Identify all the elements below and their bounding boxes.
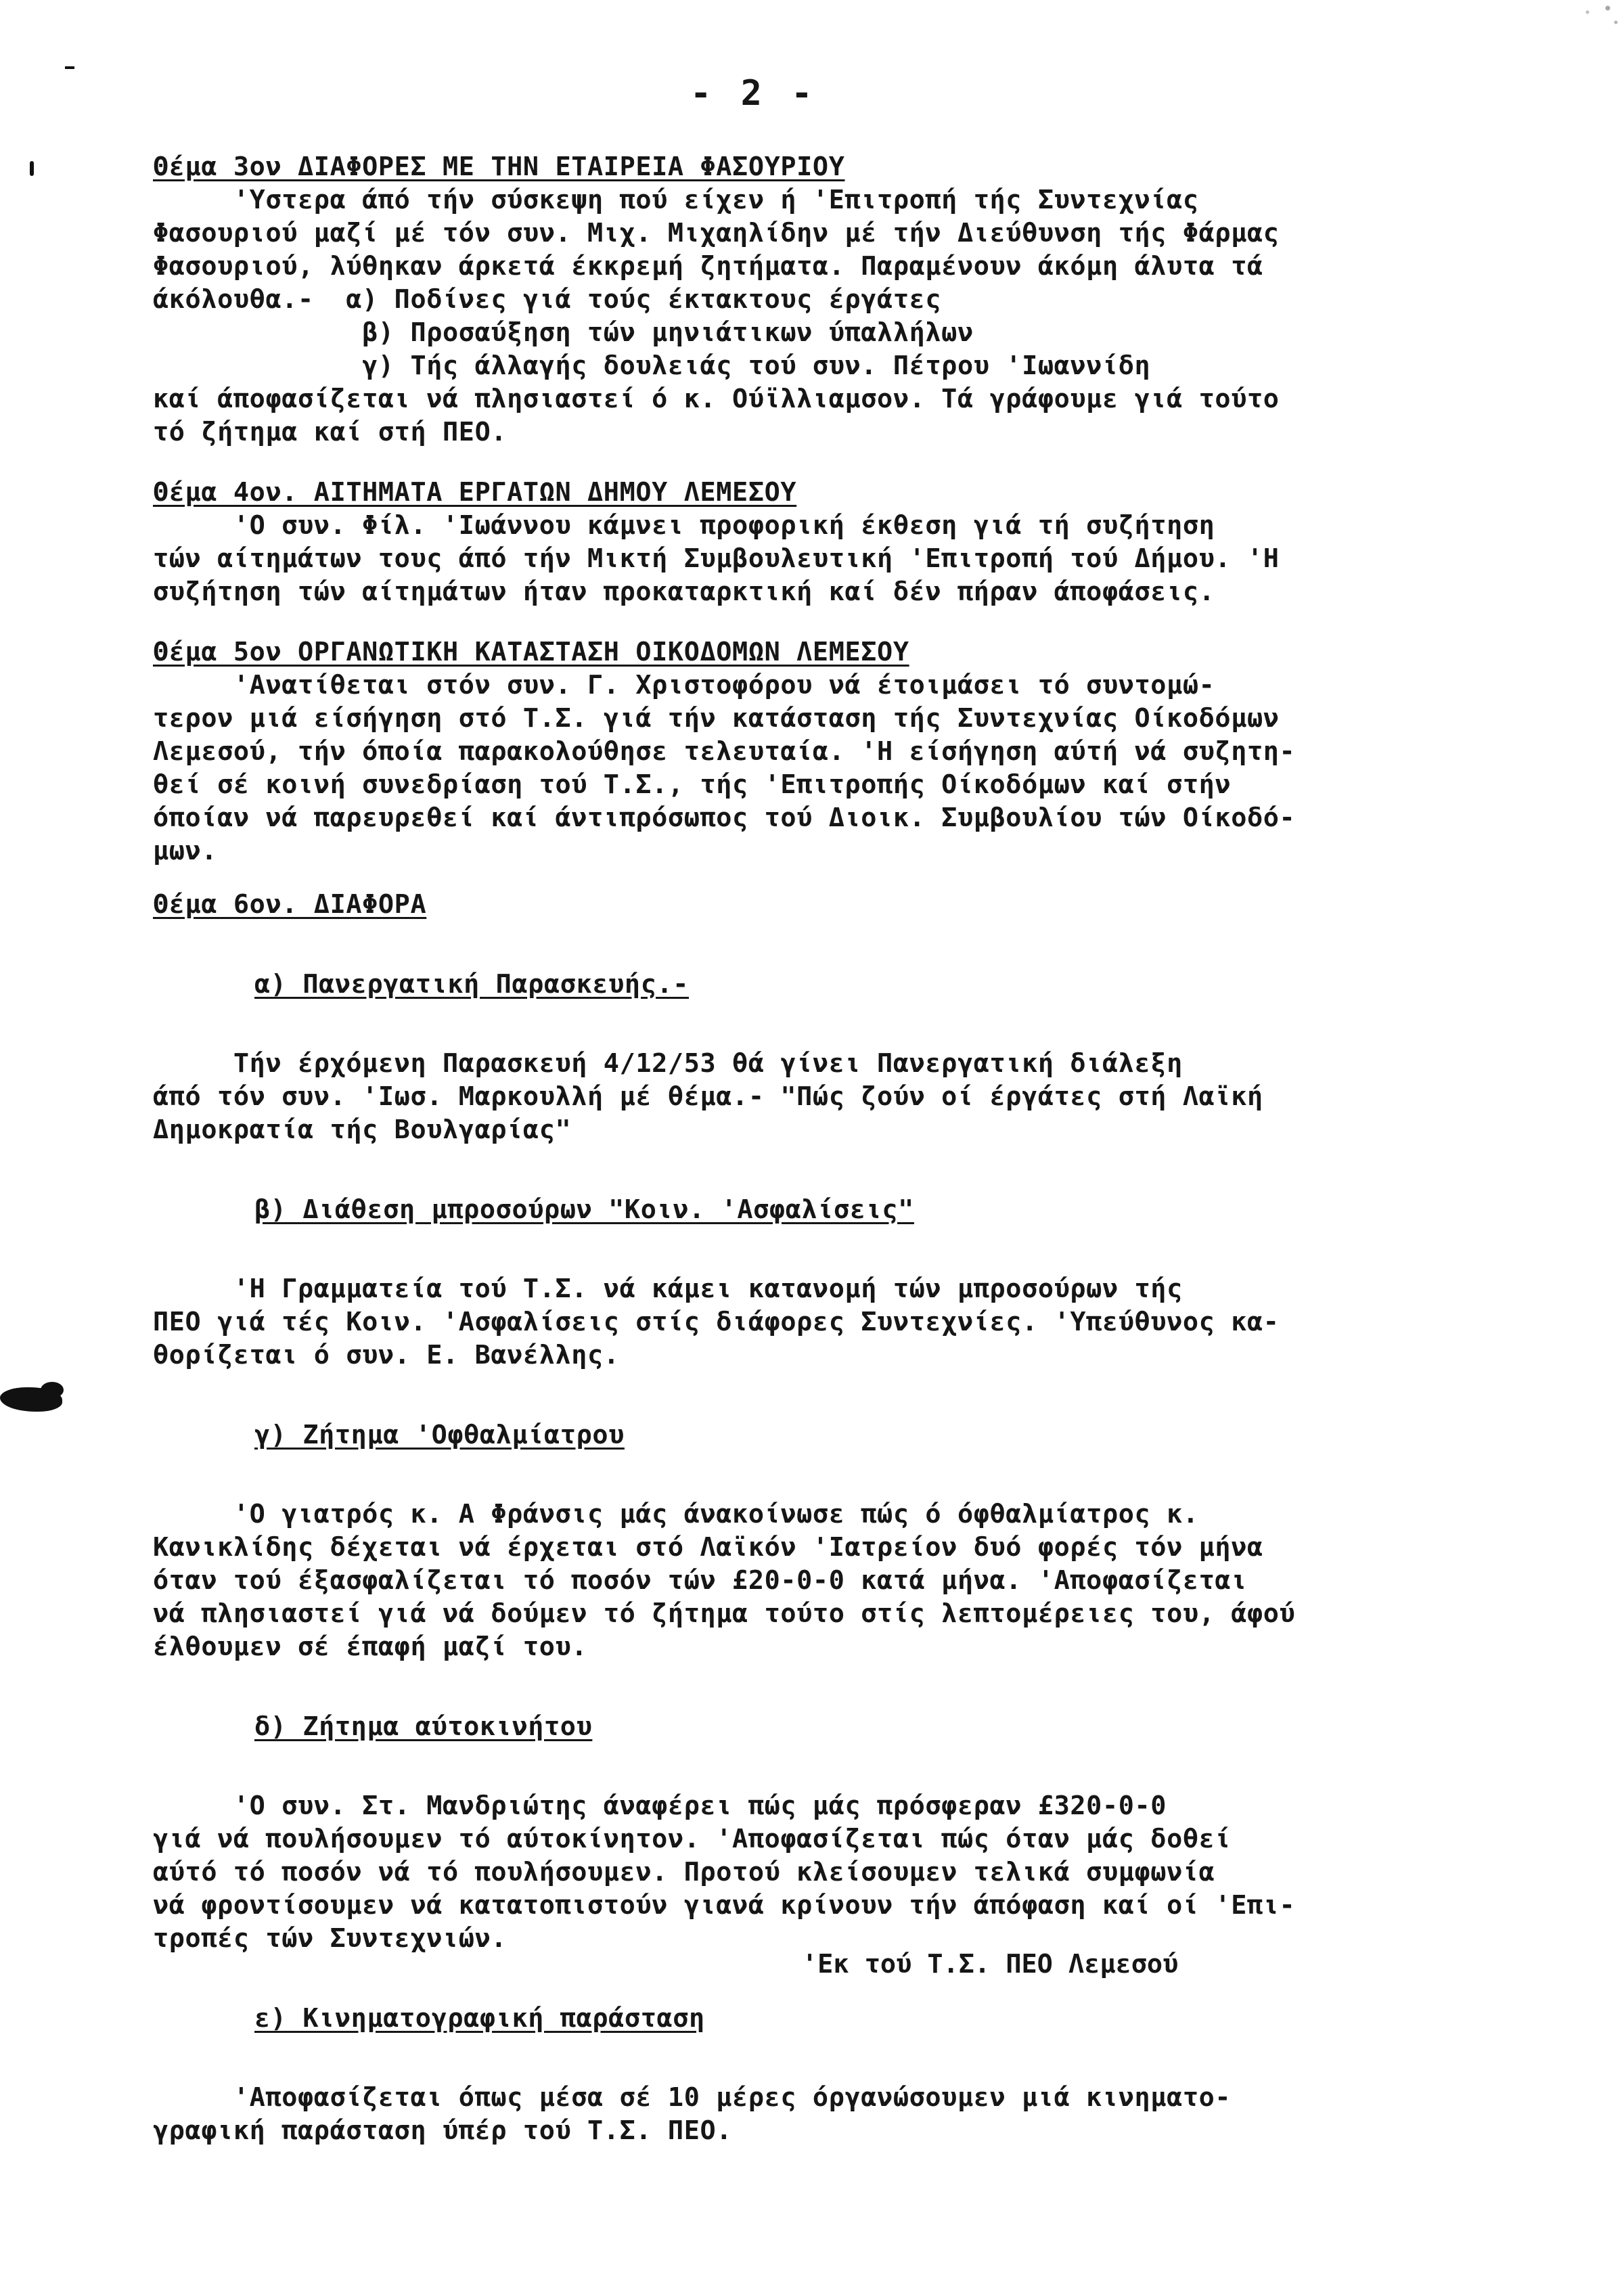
subsection-title: β) Διάθεση μπροσούρων "Κοιν. 'Ασφαλίσεις" [254,1194,914,1225]
text-line: 'Ανατίθεται στόν συν. Γ. Χριστοφόρου νά έτοιμάσει τό συντομώ- [153,670,1215,700]
text-line: Φασουριού μαζί μέ τόν συν. Μιχ. Μιχαηλίδην μέ τήν Διεύθυνση τής Φάρμας [153,218,1280,248]
text-line: ΠΕΟ γιά τές Κοιν. 'Ασφαλίσεις στίς διάφορες Συντεχνίες. 'Υπεύθυνος κα- [153,1307,1280,1337]
text-line: Φασουριού, λύθηκαν άρκετά έκκρεμή ζητήματα. Παραμένουν άκόμη άλυτα τά [153,251,1263,282]
text-line: θορίζεται ό συν. Ε. Βανέλλης. [153,1340,620,1370]
subsection-title: γ) Ζήτημα 'Οφθαλμίατρου [254,1419,625,1450]
text-line: γ) Τής άλλαγής δουλειάς τού συν. Πέτρου 'Ιωαννίδη [153,351,1151,381]
text-line: όταν τού έξασφαλίζεται τό ποσόν τών £20-0-0 κατά μήνα. 'Αποφασίζεται [153,1565,1247,1596]
text-line: έλθουμεν σέ έπαφή μαζί του. [153,1632,588,1662]
text-line: άπό τόν συν. 'Ιωσ. Μαρκουλλή μέ θέμα.- "Πώς ζούν οί έργάτες στή Λαϊκή [153,1081,1263,1112]
text-line: Τήν έρχόμενη Παρασκευή 4/12/53 θά γίνει Πανεργατική διάλεξη [153,1048,1183,1079]
section-3 [153,150,1601,449]
scan-mark [30,161,34,176]
text-line: καί άποφασίζεται νά πλησιαστεί ό κ. Ούϊλλιαμσον. Τά γράφουμε γιά τούτο [153,384,1280,414]
section-5 [153,635,1601,868]
text-line: 'Ο γιατρός κ. Α Φράνσις μάς άνακοίνωσε πώς ό όφθαλμίατρος κ. [153,1499,1199,1529]
text-line: 'Υστερα άπό τήν σύσκεψη πού είχεν ή 'Επιτροπή τής Συντεχνίας [153,185,1199,215]
scan-mark [65,66,74,69]
section-heading: Θέμα 4ον. ΑΙΤΗΜΑΤΑ ΕΡΓΑΤΩΝ ΔΗΜΟΥ ΛΕΜΕΣΟΥ [153,477,797,508]
subsection-title: δ) Ζήτημα αύτοκινήτου [254,1711,593,1742]
section-4 [153,476,1601,608]
text-line: όποίαν νά παρευρεθεί καί άντιπρόσωπος τού Διοικ. Συμβουλίου τών Οίκοδό- [153,803,1296,833]
text-line: Δημοκρατία τής Βουλγαρίας" [153,1115,572,1145]
text-line: νά πλησιαστεί γιά νά δούμεν τό ζήτημα τούτο στίς λεπτομέρειες του, άφού [153,1598,1296,1629]
section-heading: Θέμα 5ον ΟΡΓΑΝΩΤΙΚΗ ΚΑΤΑΣΤΑΣΗ ΟΙΚΟΔΟΜΩΝ ΛΕΜΕΣΟΥ [153,637,909,667]
document-body [153,150,1601,2147]
section-heading: Θέμα 6ον. ΔΙΑΦΟΡΑ [153,889,427,920]
text-line: γραφική παράσταση ύπέρ τού Τ.Σ. ΠΕΟ. [153,2115,733,2146]
text-line: 'Ο συν. Στ. Μανδριώτης άναφέρει πώς μάς πρόσφεραν £320-0-0 [153,1791,1167,1821]
signature: 'Εκ τού Τ.Σ. ΠΕΟ Λεμεσού [802,1949,1179,1979]
text-line: τροπές τών Συντεχνιών. [153,1923,508,1954]
ink-blot [41,1382,64,1398]
text-line: γιά νά πουλήσουμεν τό αύτοκίνητον. 'Αποφασίζεται πώς όταν μάς δοθεί [153,1824,1232,1854]
section-heading: Θέμα 3ον ΔΙΑΦΟΡΕΣ ΜΕ ΤΗΝ ΕΤΑΙΡΕΙΑ ΦΑΣΟΥΡΙΟΥ [153,152,845,182]
text-line: άκόλουθα.- α) Ποδίνες γιά τούς έκτακτους έργάτες [153,284,942,315]
text-line: Κανικλίδης δέχεται νά έρχεται στό Λαϊκόν 'Ιατρείον δυό φορές τόν μήνα [153,1532,1263,1563]
page-number: - 2 - [690,73,817,114]
text-line: Λεμεσού, τήν όποία παρακολούθησε τελευταία. 'Η είσήγηση αύτή νά συζητη- [153,736,1296,767]
text-line: αύτό τό ποσόν νά τό πουλήσουμεν. Προτού κλείσουμεν τελικά συμφωνία [153,1857,1215,1887]
subsection-title: ε) Κινηματογραφική παράσταση [254,2002,705,2034]
text-line: συζήτηση τών αίτημάτων ήταν προκαταρκτική καί δέν πήραν άποφάσεις. [153,577,1215,607]
scan-speckle [1543,0,1624,41]
text-line: β) Προσαύξηση τών μηνιάτικων ύπαλλήλων [153,317,974,348]
text-line: 'Ο συν. Φίλ. 'Ιωάννου κάμνει προφορική έκθεση γιά τή συζήτηση [153,510,1215,541]
subsection-title: α) Πανεργατική Παρασκευής.- [254,968,690,1000]
text-line: 'Η Γραμματεία τού Τ.Σ. νά κάμει κατανομή τών μπροσούρων τής [153,1274,1183,1304]
text-line: μων. [153,836,218,866]
text-line: τερον μιά είσήγηση στό Τ.Σ. γιά τήν κατάσταση τής Συντεχνίας Οίκοδόμων [153,703,1280,734]
text-line: θεί σέ κοινή συνεδρίαση τού Τ.Σ., τής 'Επιτροπής Οίκοδόμων καί στήν [153,769,1232,800]
text-line: τών αίτημάτων τους άπό τήν Μικτή Συμβουλευτική 'Επιτροπή τού Δήμου. 'Η [153,543,1280,574]
text-line: τό ζήτημα καί στή ΠΕΟ. [153,417,508,447]
text-line: νά φροντίσουμεν νά κατατοπιστούν γιανά κρίνουν τήν άπόφαση καί οί 'Επι- [153,1890,1296,1921]
text-line: 'Αποφασίζεται όπως μέσα σέ 10 μέρες όργανώσουμεν μιά κινηματο- [153,2082,1232,2113]
